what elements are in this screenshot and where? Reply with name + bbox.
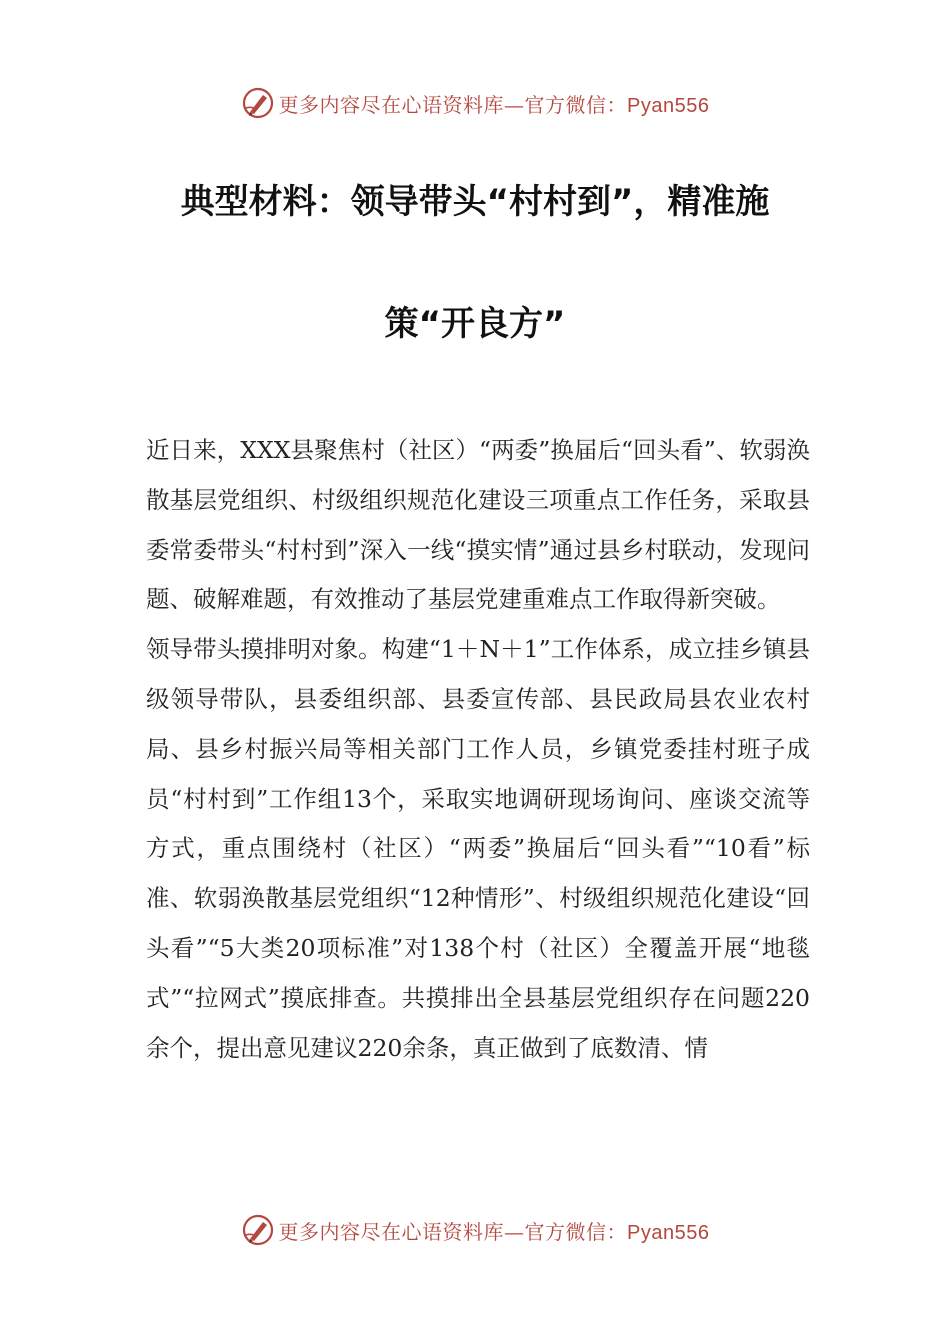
paragraph: 近日来，XXX县聚焦村（社区）“两委”换届后“回头看”、软弱涣散基层党组织、村级组织规范化建设三项重点工作任务，采取县委常委带头“村村到”深入一线“摸实情”通过县乡村联动，发现问题、破解难题，有效推动了基层党建重难点工作取得新突破。 xyxy=(146,436,810,614)
watermark-text: 更多内容尽在心语资料库—官方微信：Pyan556 xyxy=(278,1219,710,1244)
watermark-handle: Pyan556 xyxy=(627,94,710,117)
watermark-footer xyxy=(0,1210,950,1250)
pen-logo-icon xyxy=(241,86,275,120)
page-title-line-2: 策“开良方” xyxy=(384,304,566,344)
page-title-line-1: 典型材料：领导带头“村村到”，精准施 xyxy=(180,182,770,222)
paragraph: 领导带头摸排明对象。构建“1＋N＋1”工作体系，成立挂乡镇县级领导带队，县委组织部、县委宣传部、县民政局县农业农村局、县乡村振兴局等相关部门工作人员，乡镇党委挂村班子成员“村村到”工作组13个，采取实地调研现场询问、座谈交流等方式，重点围绕村（社区）“两委”换届后“回头看”“10看”标准、软弱涣散基层党组织“12种情形”、村级组织规范化建设“回头看”“5大类20项标准”对138个村（社区）全覆盖开展“地毯式”“拉网式”摸底排查。共摸排出全县基层党组织存在问题220余个，提出意见建议220余条，真正做到了底数清、情 xyxy=(146,635,810,1062)
pen-logo-icon xyxy=(241,1213,275,1247)
watermark-text: 更多内容尽在心语资料库—官方微信：Pyan556 xyxy=(278,92,710,117)
watermark-header xyxy=(0,83,950,123)
document-body xyxy=(146,426,810,1073)
watermark-handle: Pyan556 xyxy=(627,1221,710,1244)
